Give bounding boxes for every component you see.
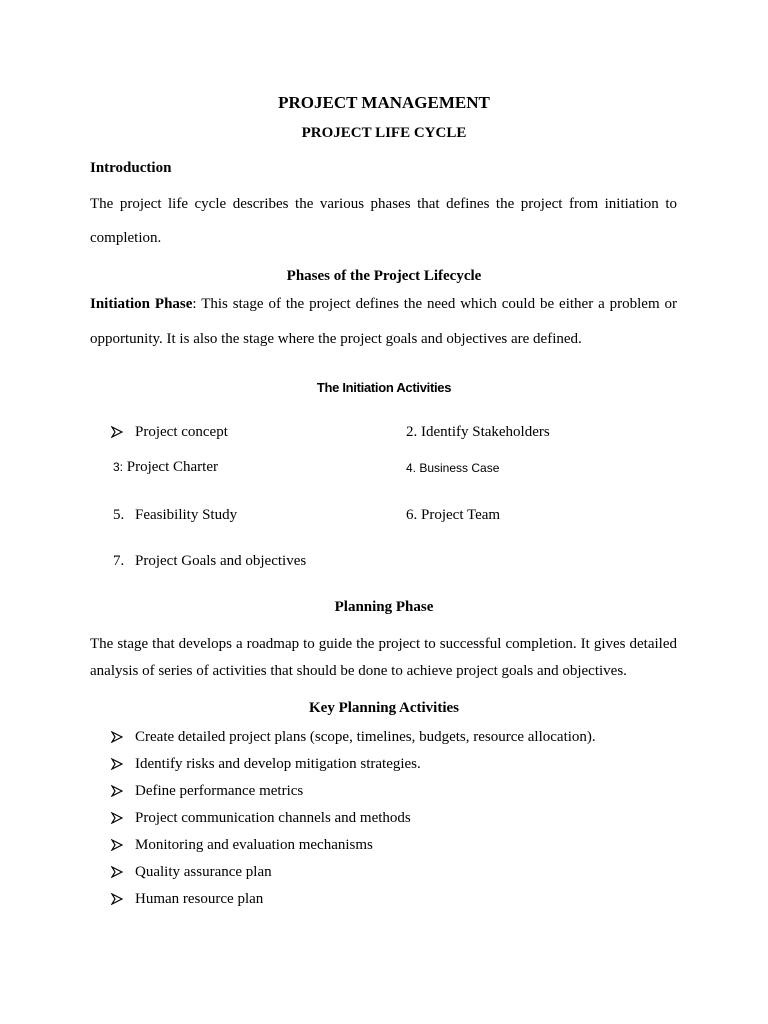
planning-line-1: The stage that develops a roadmap to guide the project to successful completion. It gives detailed [90,636,677,652]
initiation-activities-heading: The Initiation Activities [316,380,452,395]
initiation-line-1-rest: : This stage of the project defines the need which could be either a problem or [192,296,677,312]
arrow-bullet-icon [111,758,125,772]
planning-activity-item: Monitoring and evaluation mechanisms [135,837,373,853]
initiation-line-2: opportunity. It is also the stage where the project goals and objectives are defined. [90,331,582,347]
activity-project-team: 6. Project Team [406,507,501,523]
activity-identify-stakeholders: 2. Identify Stakeholders [406,424,550,440]
introduction-line-1: The project life cycle describes the various phases that defines the project from initiation to [90,196,677,212]
arrow-bullet-icon [111,785,125,799]
arrow-bullet-icon [111,426,125,440]
activity-project-charter-text: Project Charter [123,459,218,475]
activity-business-case: 4. Business Case [406,461,500,475]
arrow-bullet-icon [111,812,125,826]
activity-project-concept: Project concept [135,424,228,440]
planning-paragraph [90,636,677,680]
introduction-line-2: completion. [90,230,162,246]
initiation-label: Initiation Phase [90,296,193,312]
planning-activity-item: Project communication channels and methods [135,810,411,826]
introduction-heading: Introduction [90,160,172,176]
document-title: PROJECT MANAGEMENT [278,93,490,112]
arrow-bullet-icon [111,893,125,907]
arrow-bullet-icon [111,839,125,853]
initiation-paragraph [90,296,677,348]
initiation-line-1 [90,296,677,313]
planning-activity-item: Define performance metrics [135,783,304,799]
activity-5-number: 5. [113,507,125,523]
key-planning-heading: Key Planning Activities [309,700,459,716]
arrow-bullet-icon [111,866,125,880]
planning-activity-item: Identify risks and develop mitigation strategies. [135,756,421,772]
activity-project-charter-number: 3: [113,460,124,474]
document-subtitle: PROJECT LIFE CYCLE [301,125,467,141]
arrow-bullet-icon [111,731,125,745]
introduction-paragraph [90,196,677,247]
activity-project-goals: Project Goals and objectives [135,553,307,569]
activity-project-charter [113,459,218,476]
planning-activity-item: Create detailed project plans (scope, timelines, budgets, resource allocation). [135,729,596,745]
planning-activity-item: Quality assurance plan [135,864,272,880]
planning-phase-heading: Planning Phase [334,599,434,615]
activity-7-number: 7. [113,553,125,569]
activity-feasibility-study: Feasibility Study [135,507,238,523]
planning-line-2: analysis of series of activities that should be done to achieve project goals and objectives. [90,663,627,679]
phases-heading: Phases of the Project Lifecycle [286,268,482,284]
planning-activity-item: Human resource plan [135,891,264,907]
